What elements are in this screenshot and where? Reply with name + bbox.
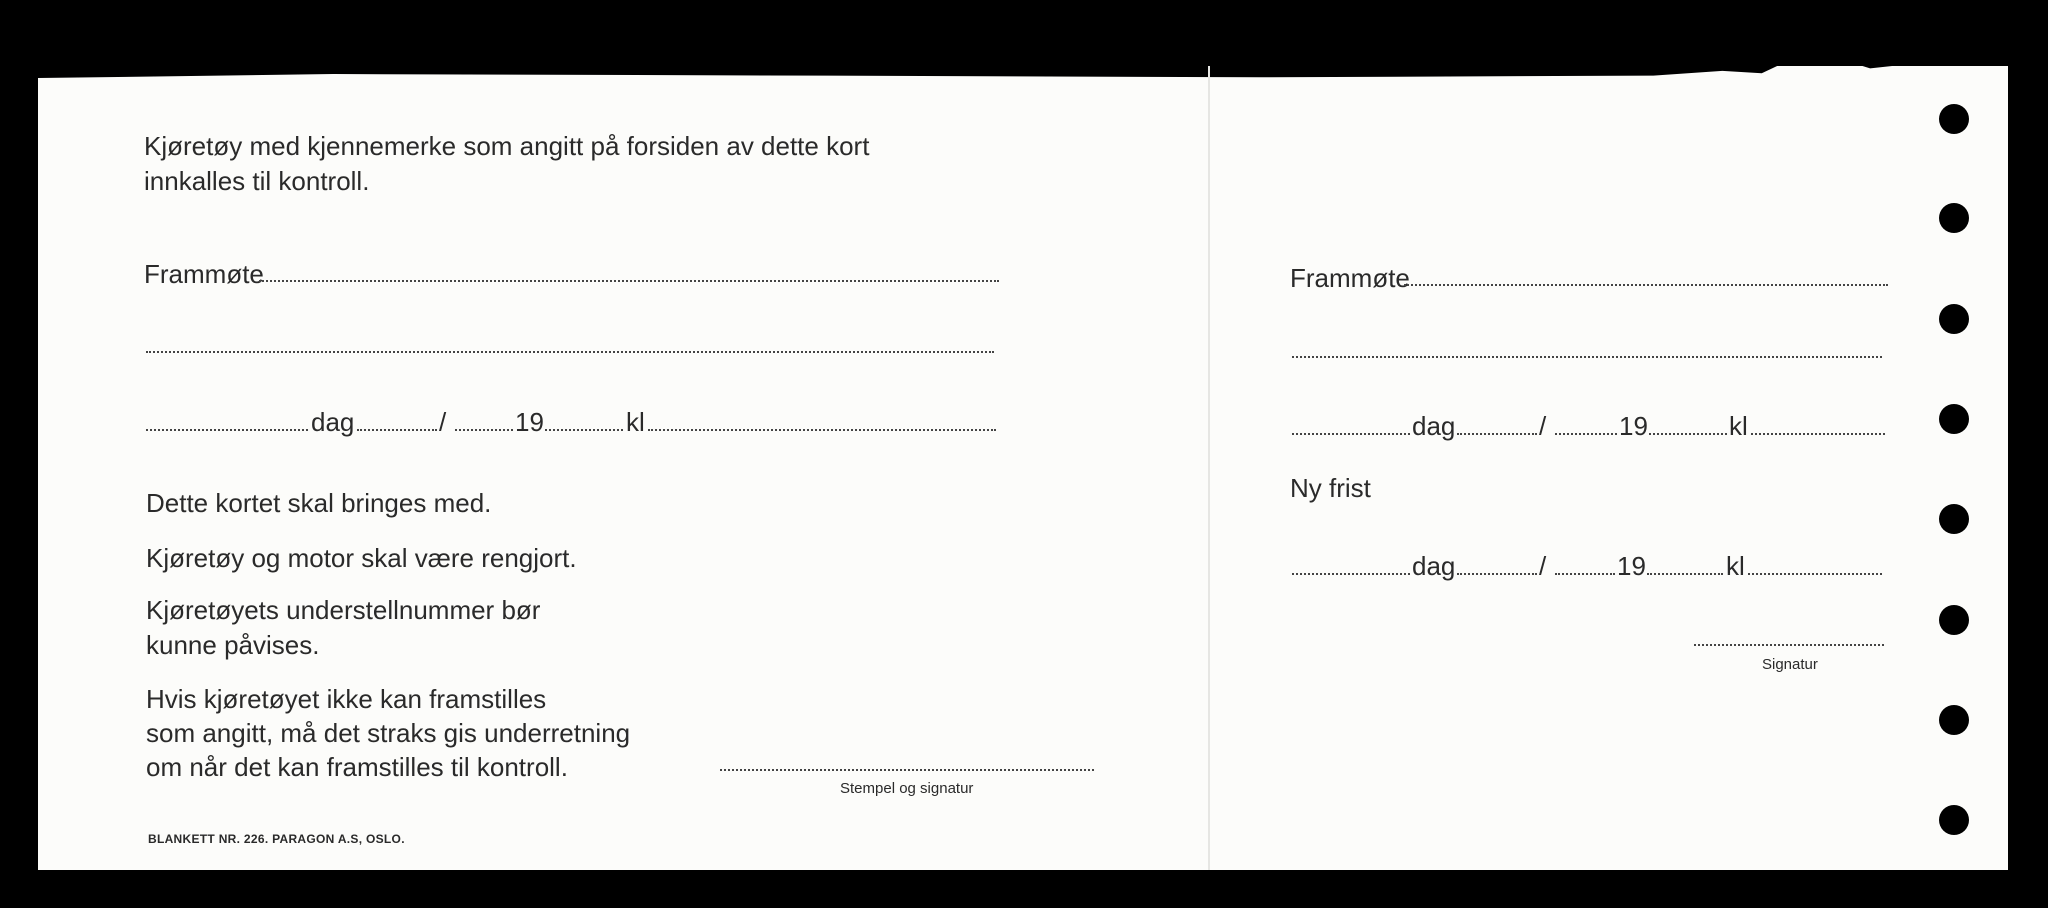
binder-hole (1939, 304, 1969, 334)
frammote-label: Frammøte (144, 259, 264, 289)
right-kl-label: kl (1729, 411, 1748, 441)
form-footer: BLANKETT NR. 226. PARAGON A.S, OSLO. (148, 832, 405, 846)
stamp-signature-label: Stempel og signatur (840, 780, 974, 797)
year-prefix: 19 (515, 407, 544, 437)
date-day2-field[interactable] (357, 429, 437, 431)
date-month-field[interactable] (455, 429, 513, 431)
right-date-year-field[interactable] (1649, 433, 1727, 435)
dag-label: dag (311, 407, 355, 437)
binder-hole (1939, 104, 1969, 134)
signature-field[interactable] (1694, 644, 1884, 646)
right-date-slash: / (1539, 411, 1547, 441)
right-date-month-field[interactable] (1555, 433, 1617, 435)
frammote-field[interactable] (259, 280, 999, 282)
signature-label: Signatur (1762, 656, 1818, 673)
ny-frist-label: Ny frist (1290, 473, 1371, 503)
note-notify-line3: om når det kan framstilles til kontroll. (146, 752, 568, 782)
fold-line (1208, 66, 1210, 870)
kl-label: kl (626, 407, 645, 437)
right-frammote-label: Frammøte (1290, 263, 1410, 293)
ny-frist-slash: / (1539, 551, 1547, 581)
right-time-field[interactable] (1751, 433, 1885, 435)
ny-frist-year-field[interactable] (1647, 573, 1723, 575)
binder-hole (1939, 805, 1969, 835)
intro-text-line2: innkalles til kontroll. (144, 166, 370, 196)
right-address-field[interactable] (1292, 356, 1882, 358)
right-date-day-field[interactable] (1292, 433, 1410, 435)
intro-text-line1: Kjøretøy med kjennemerke som angitt på forsiden av dette kort (144, 131, 870, 161)
binder-hole (1939, 705, 1969, 735)
date-day-field[interactable] (146, 429, 308, 431)
right-date-day2-field[interactable] (1457, 433, 1537, 435)
time-field[interactable] (648, 429, 996, 431)
ny-frist-day-field[interactable] (1292, 573, 1410, 575)
date-slash: / (439, 407, 447, 437)
ny-frist-dag-label: dag (1412, 551, 1456, 581)
binder-hole (1939, 404, 1969, 434)
address-field[interactable] (146, 351, 994, 353)
note-chassis-line2: kunne påvises. (146, 630, 320, 660)
note-chassis-line1: Kjøretøyets understellnummer bør (146, 595, 541, 625)
note-notify-line1: Hvis kjøretøyet ikke kan framstilles (146, 684, 547, 714)
right-frammote-field[interactable] (1404, 284, 1888, 286)
note-notify-line2: som angitt, må det straks gis underretning (146, 718, 631, 748)
right-dag-label: dag (1412, 411, 1456, 441)
binder-hole (1939, 504, 1969, 534)
ny-frist-month-field[interactable] (1555, 573, 1615, 575)
binder-hole (1939, 605, 1969, 635)
note-clean-vehicle: Kjøretøy og motor skal være rengjort. (146, 543, 577, 573)
binder-hole (1939, 203, 1969, 233)
date-year-field[interactable] (545, 429, 623, 431)
right-year-prefix: 19 (1619, 411, 1648, 441)
stamp-signature-field[interactable] (720, 769, 1094, 771)
ny-frist-kl-label: kl (1726, 551, 1745, 581)
ny-frist-year-prefix: 19 (1617, 551, 1646, 581)
note-bring-card: Dette kortet skal bringes med. (146, 488, 492, 518)
ny-frist-time-field[interactable] (1748, 573, 1882, 575)
ny-frist-day2-field[interactable] (1457, 573, 1537, 575)
